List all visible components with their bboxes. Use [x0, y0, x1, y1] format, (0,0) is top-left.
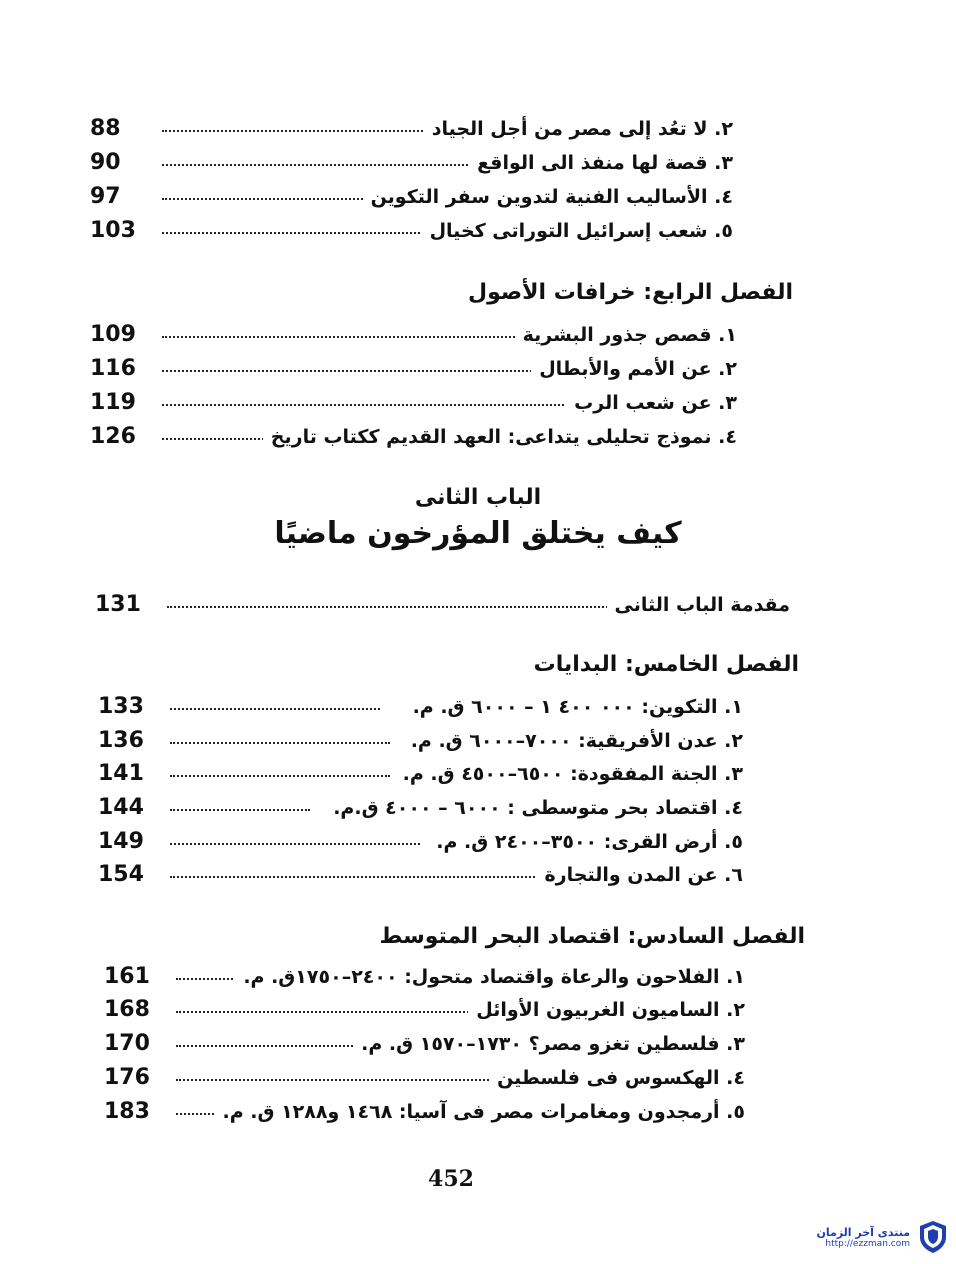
entry-title: ٢. لا تعُد إلى مصر من أجل الجياد	[424, 112, 733, 146]
dot-leader	[176, 1011, 496, 1013]
page-number: 103	[90, 218, 136, 243]
toc-entry	[90, 146, 733, 180]
watermark-name: منتدى آخر الزمان	[816, 1225, 910, 1239]
part-title: كيف يختلق المؤرخون ماضيًا	[274, 516, 682, 551]
page-number: 161	[104, 964, 150, 989]
page-number: 136	[98, 728, 144, 753]
toc-entry	[104, 993, 745, 1027]
toc-entry	[90, 112, 733, 146]
shield-logo-icon	[918, 1220, 948, 1254]
dot-leader	[170, 775, 390, 777]
chapter-heading: الفصل السادس: اقتصاد البحر المتوسط	[379, 924, 805, 949]
entry-title: ٢. الساميون الغربيون الأوائل	[468, 993, 745, 1027]
toc-entry	[98, 858, 743, 892]
toc-entry	[98, 825, 743, 859]
dot-leader	[176, 1079, 516, 1081]
entry-title: ٢. عدن الأفريقية: ٧٠٠٠–٦٠٠٠ ق. م.	[403, 724, 743, 758]
toc-entry	[104, 1095, 745, 1129]
toc-entry	[104, 1027, 745, 1061]
toc-entry	[98, 724, 743, 758]
entry-title: ٤. الهكسوس فى فلسطين	[489, 1061, 745, 1095]
toc-entry	[90, 318, 737, 352]
page-number: 90	[90, 150, 121, 175]
folio-page-number: 452	[428, 1166, 474, 1192]
page-number: 116	[90, 356, 136, 381]
page-number: 126	[90, 424, 136, 449]
page-number: 133	[98, 694, 144, 719]
dot-leader	[167, 606, 627, 608]
toc-entry	[90, 352, 737, 386]
entry-title: ٦. عن المدن والتجارة	[536, 858, 743, 892]
dot-leader	[162, 404, 612, 406]
page-number: 131	[95, 592, 141, 617]
page-number: 119	[90, 390, 136, 415]
toc-entry	[104, 1061, 745, 1095]
toc-entry	[98, 690, 743, 724]
watermark-text	[817, 1226, 911, 1249]
entry-title: ٣. قصة لها منفذ الى الواقع	[469, 146, 733, 180]
toc-entry	[90, 214, 733, 248]
toc-entry	[98, 791, 743, 825]
toc-entry	[90, 386, 737, 420]
page-number: 183	[104, 1099, 150, 1124]
toc-entry	[95, 588, 790, 622]
page-number: 176	[104, 1065, 150, 1090]
watermark-url[interactable]: http://ezzman.com	[825, 1238, 910, 1249]
entry-title: ١. التكوين: ٠٠٠ ٤٠٠ ١ – ٦٠٠٠ ق. م.	[405, 690, 743, 724]
page-number: 97	[90, 184, 121, 209]
chapter-heading: الفصل الخامس: البدايات	[533, 652, 799, 677]
part-label: الباب الثانى	[414, 485, 542, 510]
dot-leader	[176, 1045, 356, 1047]
entry-title: ١. الفلاحون والرعاة واقتصاد متحول: ٢٤٠٠–١٧٥٠ق. م.	[235, 960, 745, 994]
toc-entry	[104, 960, 745, 994]
dot-leader	[170, 809, 310, 811]
entry-title: ٤. اقتصاد بحر متوسطى : ٦٠٠٠ – ٤٠٠٠ ق.م.	[325, 791, 743, 825]
toc-entry	[90, 180, 733, 214]
entry-title: ٣. الجنة المفقودة: ٦٥٠٠–٤٥٠٠ ق. م.	[395, 757, 743, 791]
entry-title: ٤. نموذج تحليلى يتداعى: العهد القديم ككتاب تاريخ	[263, 420, 737, 454]
page-number: 109	[90, 322, 136, 347]
entry-title: ٥. شعب إسرائيل التوراتى كخيال	[422, 214, 733, 248]
entry-title: ٤. الأساليب الفنية لتدوين سفر التكوين	[363, 180, 733, 214]
entry-title: ٢. عن الأمم والأبطال	[531, 352, 737, 386]
page-number: 141	[98, 761, 144, 786]
entry-title: ٣. فلسطين تغزو مصر؟ ١٧٣٠–١٥٧٠ ق. م.	[353, 1027, 745, 1061]
page-number: 88	[90, 116, 121, 141]
page-number: 168	[104, 997, 150, 1022]
dot-leader	[170, 876, 550, 878]
page-number: 144	[98, 795, 144, 820]
page-number: 149	[98, 829, 144, 854]
toc-entry	[90, 420, 737, 454]
toc-entry	[98, 757, 743, 791]
entry-title: مقدمة الباب الثانى	[607, 588, 790, 622]
page-number: 170	[104, 1031, 150, 1056]
entry-title: ٥. أرمجدون ومغامرات مصر فى آسيا: ١٤٦٨ و١٢٨٨ ق. م.	[215, 1095, 746, 1129]
dot-leader	[170, 843, 420, 845]
entry-title: ٥. أرض القرى: ٣٥٠٠–٢٤٠٠ ق. م.	[428, 825, 743, 859]
dot-leader	[162, 370, 592, 372]
chapter-heading: الفصل الرابع: خرافات الأصول	[468, 280, 793, 305]
dot-leader	[170, 708, 380, 710]
entry-title: ١. قصص جذور البشرية	[515, 318, 737, 352]
page-number: 154	[98, 862, 144, 887]
watermark[interactable]	[817, 1220, 949, 1254]
dot-leader	[170, 742, 390, 744]
entry-title: ٣. عن شعب الرب	[566, 386, 737, 420]
